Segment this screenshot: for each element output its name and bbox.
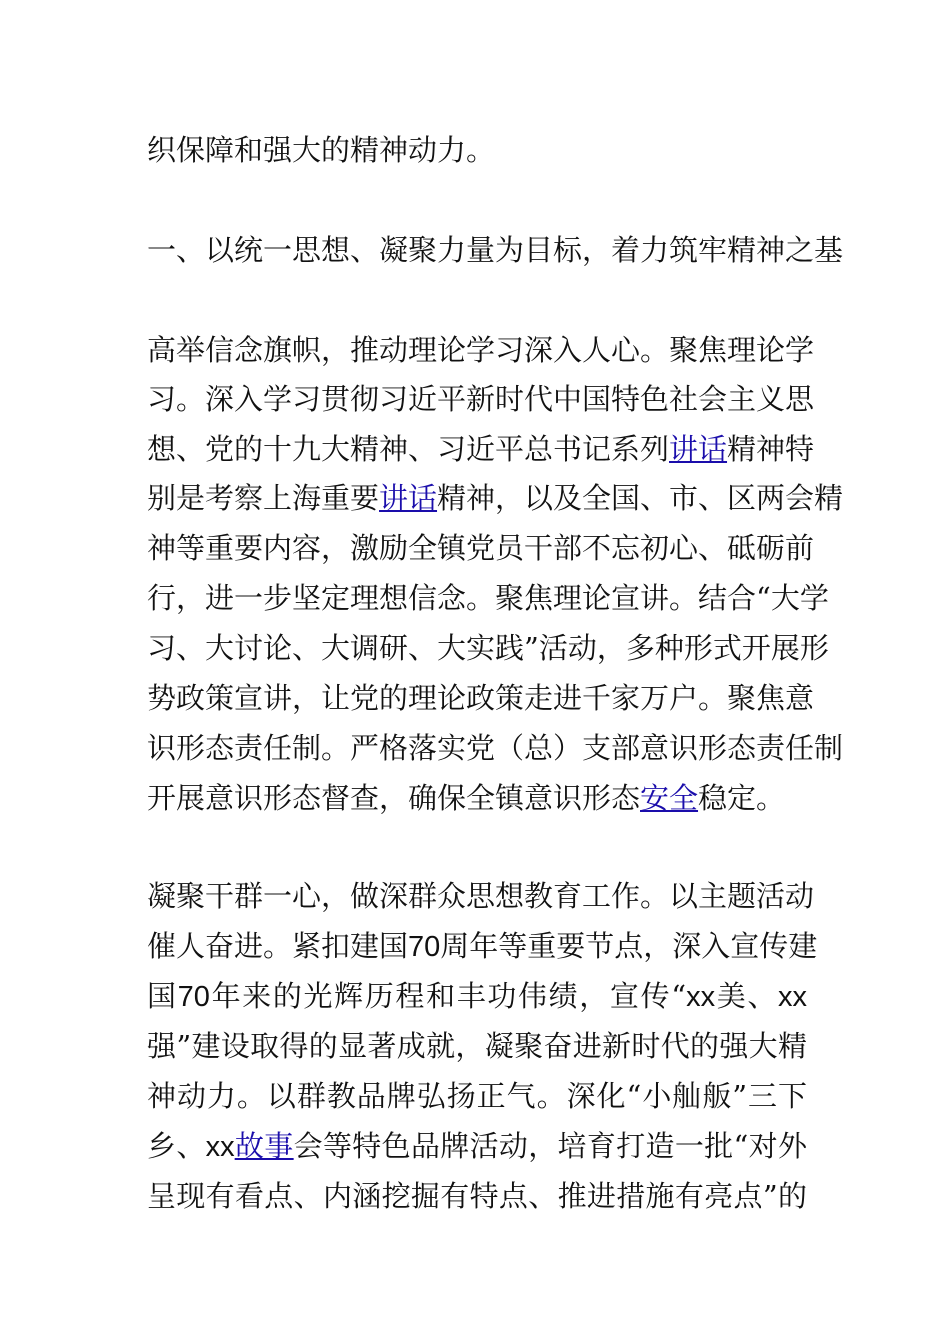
paragraph-line bbox=[147, 929, 818, 964]
speech-link[interactable]: 讲话 bbox=[669, 432, 728, 466]
text-run: 别是考察上海重要 bbox=[147, 481, 380, 515]
text-run: 精神特 bbox=[727, 432, 815, 466]
placeholder-run: xx bbox=[205, 1131, 235, 1163]
text-run: 催人奋进。紧扣建国 bbox=[147, 929, 409, 963]
paragraph-line: 高举信念旗帜，推动理论学习深入人心。聚焦理论学 bbox=[147, 333, 815, 367]
text-run: 开展意识形态督查，确保全镇意识形态 bbox=[147, 781, 641, 815]
paragraph-line: 习、大讨论、大调研、大实践”活动，多种形式开展形 bbox=[147, 631, 829, 665]
number-run: 70 bbox=[408, 931, 441, 963]
text-run: 美、 bbox=[715, 979, 778, 1013]
paragraph-line: 势政策宣讲，让党的理论政策走进千家万户。聚焦意 bbox=[147, 681, 815, 715]
text-run: 年来的光辉历程和丰功伟绩，宣传“ bbox=[209, 979, 687, 1013]
text-run: 稳定。 bbox=[698, 781, 786, 815]
text-run: 国 bbox=[147, 979, 178, 1013]
paragraph-line: 凝聚干群一心，做深群众思想教育工作。以主题活动 bbox=[147, 879, 815, 913]
paragraph-line: 神动力。以群教品牌弘扬正气。深化“小舢舨”三下 bbox=[147, 1079, 807, 1113]
paragraph-line bbox=[147, 781, 807, 815]
text-run: 想、党的十九大精神、习近平总书记系列 bbox=[147, 432, 670, 466]
paragraph-line: 习。深入学习贯彻习近平新时代中国特色社会主义思 bbox=[147, 382, 815, 416]
paragraph-line: 识形态责任制。严格落实党（总）支部意识形态责任制 bbox=[147, 731, 844, 765]
paragraph-line: 行，进一步坚定理想信念。聚焦理论宣讲。结合“大学 bbox=[147, 581, 829, 615]
placeholder-run: xx bbox=[686, 981, 716, 1013]
text-run: 周年等重要节点，深入宣传建 bbox=[440, 929, 818, 963]
paragraph-line: 神等重要内容，激励全镇党员干部不忘初心、砥砺前 bbox=[147, 531, 815, 565]
section-heading: 一、以统一思想、凝聚力量为目标，着力筑牢精神之基 bbox=[147, 233, 844, 267]
number-run: 70 bbox=[177, 981, 210, 1013]
speech-link[interactable]: 讲话 bbox=[379, 481, 438, 515]
paragraph-line bbox=[147, 432, 815, 466]
paragraph-line: 强”建设取得的显著成就，凝聚奋进新时代的强大精 bbox=[147, 1029, 807, 1063]
paragraph-line bbox=[147, 979, 807, 1014]
text-run: 精神，以及全国、市、区两会精 bbox=[437, 481, 844, 515]
story-link[interactable]: 故事 bbox=[234, 1129, 294, 1163]
text-run: 乡、 bbox=[147, 1129, 206, 1163]
paragraph-continuation: 织保障和强大的精神动力。 bbox=[147, 133, 496, 167]
paragraph-line bbox=[147, 481, 844, 515]
placeholder-run: xx bbox=[778, 981, 807, 1013]
text-run: 会等特色品牌活动，培育打造一批“对外 bbox=[293, 1129, 807, 1163]
paragraph-line bbox=[147, 1129, 807, 1164]
safety-link[interactable]: 安全 bbox=[640, 781, 699, 815]
paragraph-line: 呈现有看点、内涵挖掘有特点、推进措施有亮点”的 bbox=[147, 1179, 807, 1213]
